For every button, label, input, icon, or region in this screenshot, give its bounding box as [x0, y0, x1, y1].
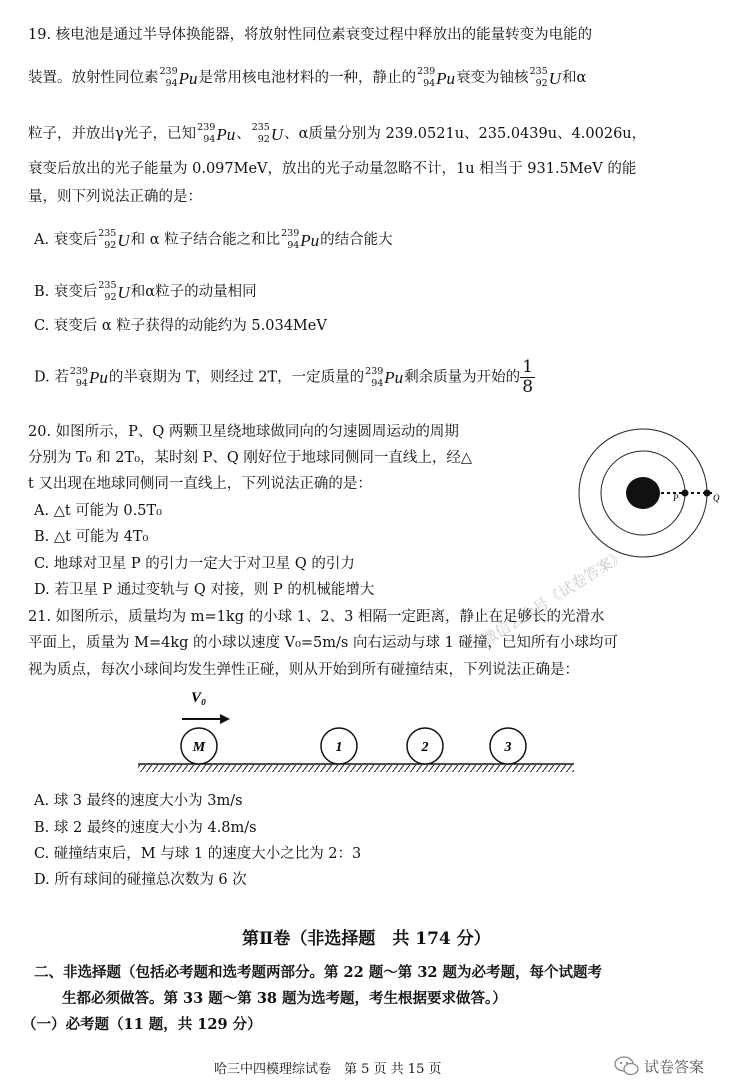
q19-line-2-text-b: 是常用核电池材料的一种，静止的: [198, 70, 417, 86]
satellite-q: [704, 490, 711, 497]
q20-option-d: D. 若卫星 P 通过变轨与 Q 对接，则 P 的机械能增大: [34, 582, 375, 598]
label-q: Q: [713, 493, 720, 503]
q19-option-c: C. 衰变后 α 粒子获得的动能约为 5.034MeV: [34, 318, 327, 334]
q19-line-4: 衰变后放出的光子能量为 0.097MeV，放出的光子动量忽略不计，1u 相当于 931.5MeV 的能: [28, 161, 637, 177]
collision-diagram: [130, 682, 580, 782]
nuclide-u: 235 92 U: [98, 280, 130, 303]
q19-line-3-text-a: 粒子，并放出γ光子，已知: [28, 126, 197, 142]
q20-line-1: 20. 如图所示，P、Q 两颗卫星绕地球做同向的匀速圆周运动的周期: [28, 424, 459, 440]
q21-option-a: A. 球 3 最终的速度大小为 3m/s: [34, 793, 243, 809]
q19-line-2-text-c: 衰变为铀核: [456, 70, 529, 86]
satellite-orbit-diagram: [575, 425, 725, 565]
nuclide-u: 235 92 U: [98, 228, 130, 251]
q19-line-2: [28, 66, 586, 90]
q19-option-b: B. 衰变后 235 92 U 和α粒子的动量相同: [34, 280, 257, 303]
q21-line-3: 视为质点，每次小球间均发生弹性正碰，则从开始到所有碰撞结束，下列说法正确是：: [28, 662, 579, 678]
q19-option-a: A. 衰变后 235 92 U 和 α 粒子结合能之和比 239 94 Pu 的结合能大: [34, 228, 393, 251]
q21-line-2: 平面上，质量为 M=4kg 的小球以速度 V₀=5m/s 向右运动与球 1 碰撞，已知所有小球均可: [28, 635, 618, 651]
logo-text: 试卷答案: [644, 1057, 705, 1076]
earth: [626, 477, 660, 509]
q20-line-3: t 又出现在地球同侧同一直线上，下列说法正确的是：: [28, 476, 372, 492]
page-footer: 哈三中四模理综试卷 第 5 页 共 15 页: [214, 1062, 442, 1077]
nuclide-pu: 239 94 Pu: [417, 66, 456, 89]
nuclide-pu: 239 94 Pu: [281, 228, 320, 251]
q19-line-3-text-c: 、α质量分别为 239.0521u、235.0439u、4.0026u，: [284, 126, 647, 142]
satellite-p: [682, 490, 689, 497]
q21-option-b: B. 球 2 最终的速度大小为 4.8m/s: [34, 820, 257, 836]
q19-option-d: D. 若 239 94 Pu 的半衰期为 T，则经过 2T，一定质量的 239 94 Pu 剩余质量为开始的 $\frac{1}{8}$: [34, 357, 534, 397]
part2-instruction-line-1: 二、非选择题（包括必考题和选考题两部分。第 22 题～第 32 题为必考题，每个试题考: [34, 964, 603, 981]
q19-line-1: 19. 核电池是通过半导体换能器，将放射性同位素衰变过程中释放出的能量转变为电能的: [28, 27, 593, 43]
ground-hatch: [138, 765, 574, 772]
ball-m-label: M: [192, 740, 206, 755]
label-p: P: [673, 493, 679, 503]
ball-1-label: 1: [335, 740, 343, 755]
nuclide-u: 235 92 U: [251, 122, 284, 145]
logo-badge: [614, 1055, 704, 1077]
part2-title: 第Ⅱ卷（非选择题 共 174 分）: [242, 929, 491, 949]
q19-line-5: 量，则下列说法正确的是：: [28, 189, 202, 205]
q19-line-2-text-d: 和α: [561, 70, 587, 86]
velocity-label: V₀: [191, 690, 207, 706]
fraction-one-eighth: $\frac{1}{8}$: [522, 357, 534, 397]
required-section-heading: （一）必考题（11 题，共 129 分）: [22, 1016, 262, 1033]
velocity-arrowhead: [220, 714, 230, 724]
nuclide-pu: 239 94 Pu: [197, 122, 236, 145]
ball-2-label: 2: [421, 740, 429, 755]
q20-option-a: A. △t 可能为 0.5T₀: [34, 503, 162, 519]
q20-option-c: C. 地球对卫星 P 的引力一定大于对卫星 Q 的引力: [34, 556, 355, 572]
q21-line-1: 21. 如图所示，质量均为 m=1kg 的小球 1、2、3 相隔一定距离，静止在足够长的光滑水: [28, 609, 605, 625]
q19-line-3: [28, 122, 646, 146]
nuclide-pu: 239 94 Pu: [159, 66, 198, 89]
q21-option-c: C. 碰撞结束后，M 与球 1 的速度大小之比为 2：3: [34, 846, 362, 862]
ball-3-label: 3: [504, 740, 512, 755]
q20-option-b: B. △t 可能为 4T₀: [34, 529, 149, 545]
q19-line-3-text-b: 、: [236, 126, 251, 142]
nuclide-pu: 239 94 Pu: [69, 365, 108, 389]
part2-instruction-line-2: 生都必须做答。第 33 题～第 38 题为选考题，考生根据要求做答。）: [62, 990, 507, 1007]
q20-line-2: 分别为 T₀ 和 2T₀，某时刻 P、Q 刚好位于地球同侧同一直线上，经△: [28, 450, 473, 466]
q21-option-d: D. 所有球间的碰撞总次数为 6 次: [34, 872, 247, 888]
watermark: 微信公众号《试卷答案》: [479, 546, 629, 649]
nuclide-u: 235 92 U: [529, 66, 561, 89]
q19-line-2-text-a: 装置。放射性同位素: [28, 70, 159, 86]
nuclide-pu: 239 94 Pu: [365, 365, 404, 389]
wechat-icon: [614, 1055, 640, 1077]
